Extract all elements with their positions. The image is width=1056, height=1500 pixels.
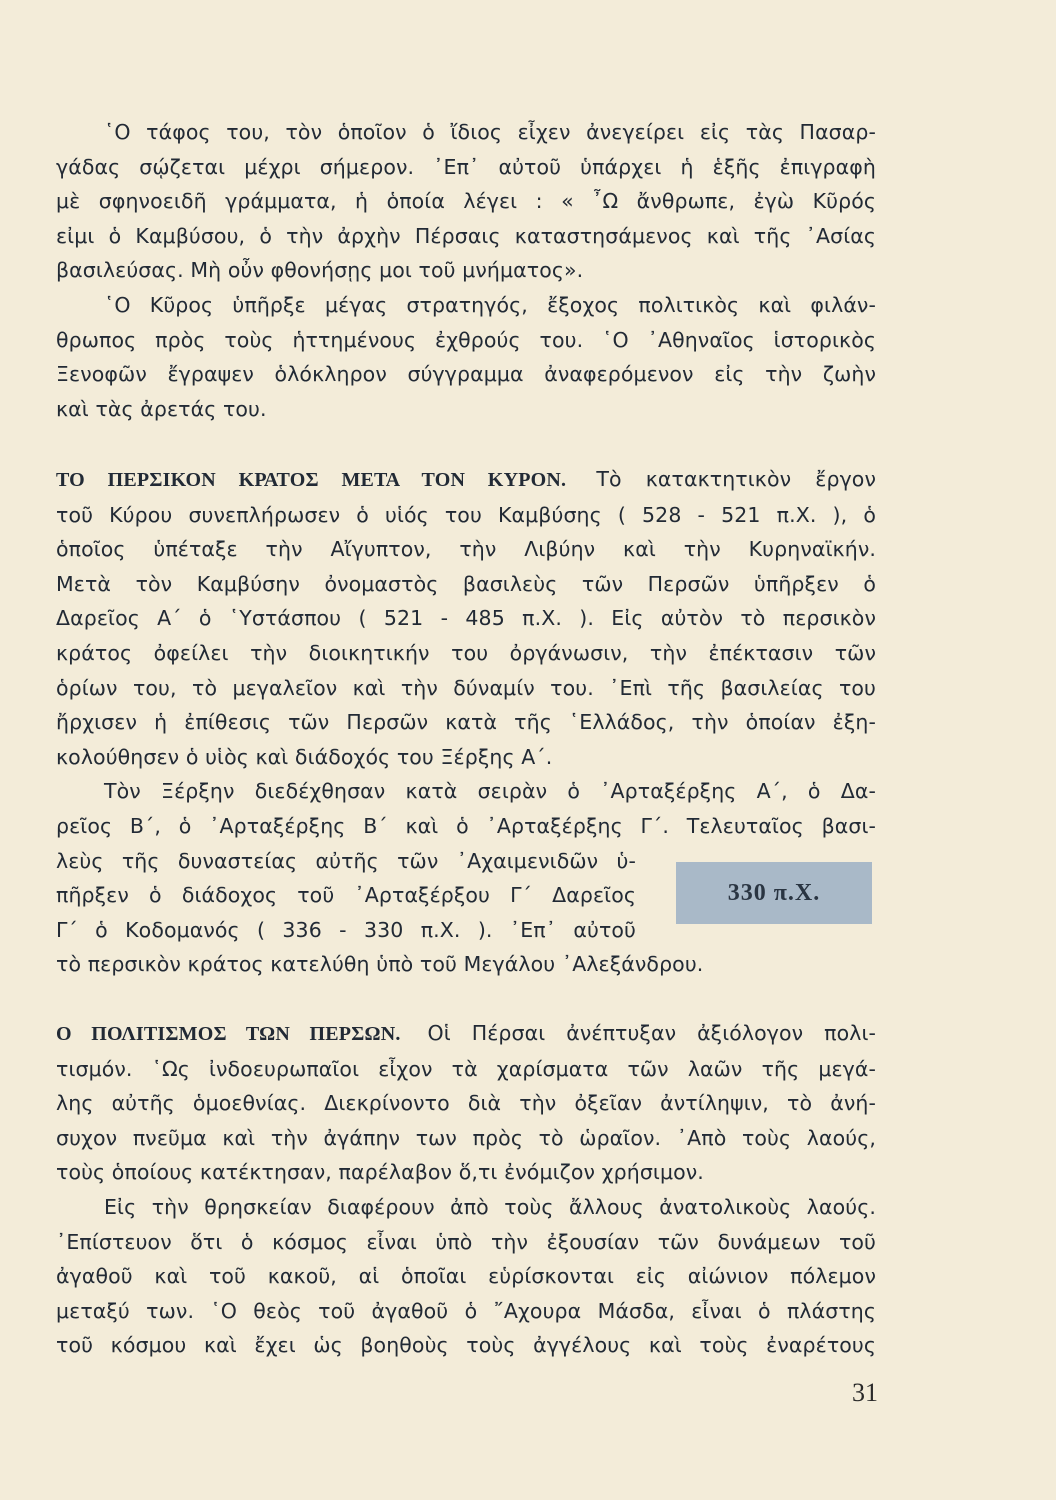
text-line: ρεῖος Β΄, ὁ ᾿Αρταξέρξης Β΄ καὶ ὁ ᾿Αρταξέρξης Γ΄. Τελευταῖος βασι-: [56, 813, 876, 838]
text-line: [56, 462, 876, 498]
text-line: γάδας σῴζεται μέχρι σήμερον. ᾿Επ᾿ αὐτοῦ ὑπάρχει ἡ ἑξῆς ἐπιγραφὴ: [56, 154, 876, 179]
text-line: Τὸν Ξέρξην διεδέχθησαν κατὰ σειρὰν ὁ ᾿Αρταξέρξης Α΄, ὁ Δα-: [104, 779, 876, 804]
text-line: εἰμι ὁ Καμβύσου, ὁ τὴν ἀρχὴν Πέρσαις καταστησάμενος καὶ τῆς ᾿Ασίας: [56, 223, 876, 248]
text-line: [56, 1016, 876, 1052]
text-line: Μετὰ τὸν Καμβύσην ὀνομαστὸς βασιλεὺς τῶν Περσῶν ὑπῆρξεν ὁ: [56, 571, 876, 596]
text-line: μεταξύ των. ῾Ο θεὸς τοῦ ἀγαθοῦ ὁ ῎Αχουρα Μάσδα, εἶναι ὁ πλάστης: [56, 1298, 876, 1323]
text-line: τοῦ Κύρου συνεπλήρωσεν ὁ υἱός του Καμβύσης ( 528 - 521 π.Χ. ), ὁ: [56, 502, 876, 527]
paragraph-cyrus: [56, 288, 876, 426]
text-line: Δαρεῖος Α΄ ὁ ῾Υστάσπου ( 521 - 485 π.Χ. ). Εἰς αὐτὸν τὸ περσικὸν: [56, 606, 876, 631]
text-line: ᾿Επίστευον ὅτι ὁ κόσμος εἶναι ὑπὸ τὴν ἐξουσίαν τῶν δυνάμεων τοῦ: [56, 1229, 876, 1254]
text-line: λεὺς τῆς δυναστείας αὐτῆς τῶν ᾿Αχαιμενιδῶν ὑ-: [56, 848, 636, 873]
text-line: κολούθησεν ὁ υἱὸς καὶ διάδοχός του Ξέρξης Α΄.: [56, 744, 553, 769]
text-line: κράτος ὀφείλει τὴν διοικητικήν του ὀργάνωσιν, τὴν ἐπέκτασιν τῶν: [56, 640, 876, 665]
text-line: τοῦ κόσμου καὶ ἔχει ὡς βοηθοὺς τοὺς ἀγγέλους καὶ τοὺς ἐναρέτους: [56, 1333, 876, 1358]
text-line: ὁποῖος ὑπέταξε τὴν Αἴγυπτον, τὴν Λιβύην καὶ τὴν Κυρηναϊκήν.: [56, 537, 876, 562]
paragraph-tomb: [56, 115, 876, 288]
section-persian-civilization: [56, 1016, 876, 1363]
text-line: συχον πνεῦμα καὶ τὴν ἀγάπην των πρὸς τὸ ὡραῖον. ᾿Απὸ τοὺς λαούς,: [56, 1125, 876, 1150]
heading-line-rest: Οἱ Πέρσαι ἀνέπτυξαν ἀξιόλογον πολι-: [427, 1021, 876, 1045]
section-heading: Ο ΠΟΛΙΤΙΣΜΟΣ ΤΩΝ ΠΕΡΣΩΝ.: [56, 1023, 401, 1045]
text-line: Γ΄ ὁ Κοδομανός ( 336 - 330 π.Χ. ). ᾿Επ᾿ αὐτοῦ: [56, 917, 636, 942]
text-line: μὲ σφηνοειδῆ γράμματα, ἡ ὁποία λέγει : « ῏Ω ἄνθρωπε, ἐγὼ Κῦρός: [56, 189, 876, 214]
date-sidebox: 330 π.Χ.: [676, 862, 872, 924]
text-line: ὁρίων του, τὸ μεγαλεῖον καὶ τὴν δύναμίν του. ᾿Επὶ τῆς βασιλείας του: [56, 675, 876, 700]
heading-line-rest: Τὸ κατακτητικὸν ἔργον: [596, 467, 876, 491]
text-line: τοὺς ὁποίους κατέκτησαν, παρέλαβον ὅ,τι ἐνόμιζον χρήσιμον.: [56, 1160, 704, 1185]
text-line: τὸ περσικὸν κράτος κατελύθη ὑπὸ τοῦ Μεγάλου ᾿Αλεξάνδρου.: [56, 952, 704, 977]
text-line: θρωπος πρὸς τοὺς ἡττημένους ἐχθρούς του. ῾Ο ᾿Αθηναῖος ἱστορικὸς: [56, 327, 876, 352]
page-number: 31: [852, 1378, 878, 1407]
text-line: Εἰς τὴν θρησκείαν διαφέρουν ἀπὸ τοὺς ἄλλους ἀνατολικοὺς λαούς.: [104, 1194, 876, 1219]
text-line: καὶ τὰς ἀρετάς του.: [56, 396, 267, 421]
text-line: βασιλεύσας. Μὴ οὖν φθονήσῃς μοι τοῦ μνήματος».: [56, 258, 584, 283]
text-line: λης αὐτῆς ὁμοεθνίας. Διεκρίνοντο διὰ τὴν ὀξεῖαν ἀντίληψιν, τὸ ἀνή-: [56, 1091, 876, 1116]
text-line: ῾Ο Κῦρος ὑπῆρξε μέγας στρατηγός, ἔξοχος πολιτικὸς καὶ φιλάν-: [104, 293, 876, 317]
text-line: Ξενοφῶν ἔγραψεν ὁλόκληρον σύγγραμμα ἀναφερόμενον εἰς τὴν ζωὴν: [56, 362, 876, 387]
text-line: ῾Ο τάφος του, τὸν ὁποῖον ὁ ἴδιος εἶχεν ἀνεγείρει εἰς τὰς Πασαρ-: [104, 120, 876, 144]
text-line: ἀγαθοῦ καὶ τοῦ κακοῦ, αἱ ὁποῖαι εὑρίσκονται εἰς αἰώνιον πόλεμον: [56, 1264, 876, 1289]
section-heading: ΤΟ ΠΕΡΣΙΚΟΝ ΚΡΑΤΟΣ ΜΕΤΑ ΤΟΝ ΚΥΡΟΝ.: [56, 469, 567, 491]
text-line: τισμόν. ῾Ως ἰνδοευρωπαῖοι εἶχον τὰ χαρίσματα τῶν λαῶν τῆς μεγά-: [56, 1056, 876, 1081]
text-line: πῆρξεν ὁ διάδοχος τοῦ ᾿Αρταξέρξου Γ΄ Δαρεῖος: [56, 883, 636, 908]
text-line: ἤρχισεν ἡ ἐπίθεσις τῶν Περσῶν κατὰ τῆς ῾Ελλάδος, τὴν ὁποίαν ἐξη-: [56, 710, 876, 735]
